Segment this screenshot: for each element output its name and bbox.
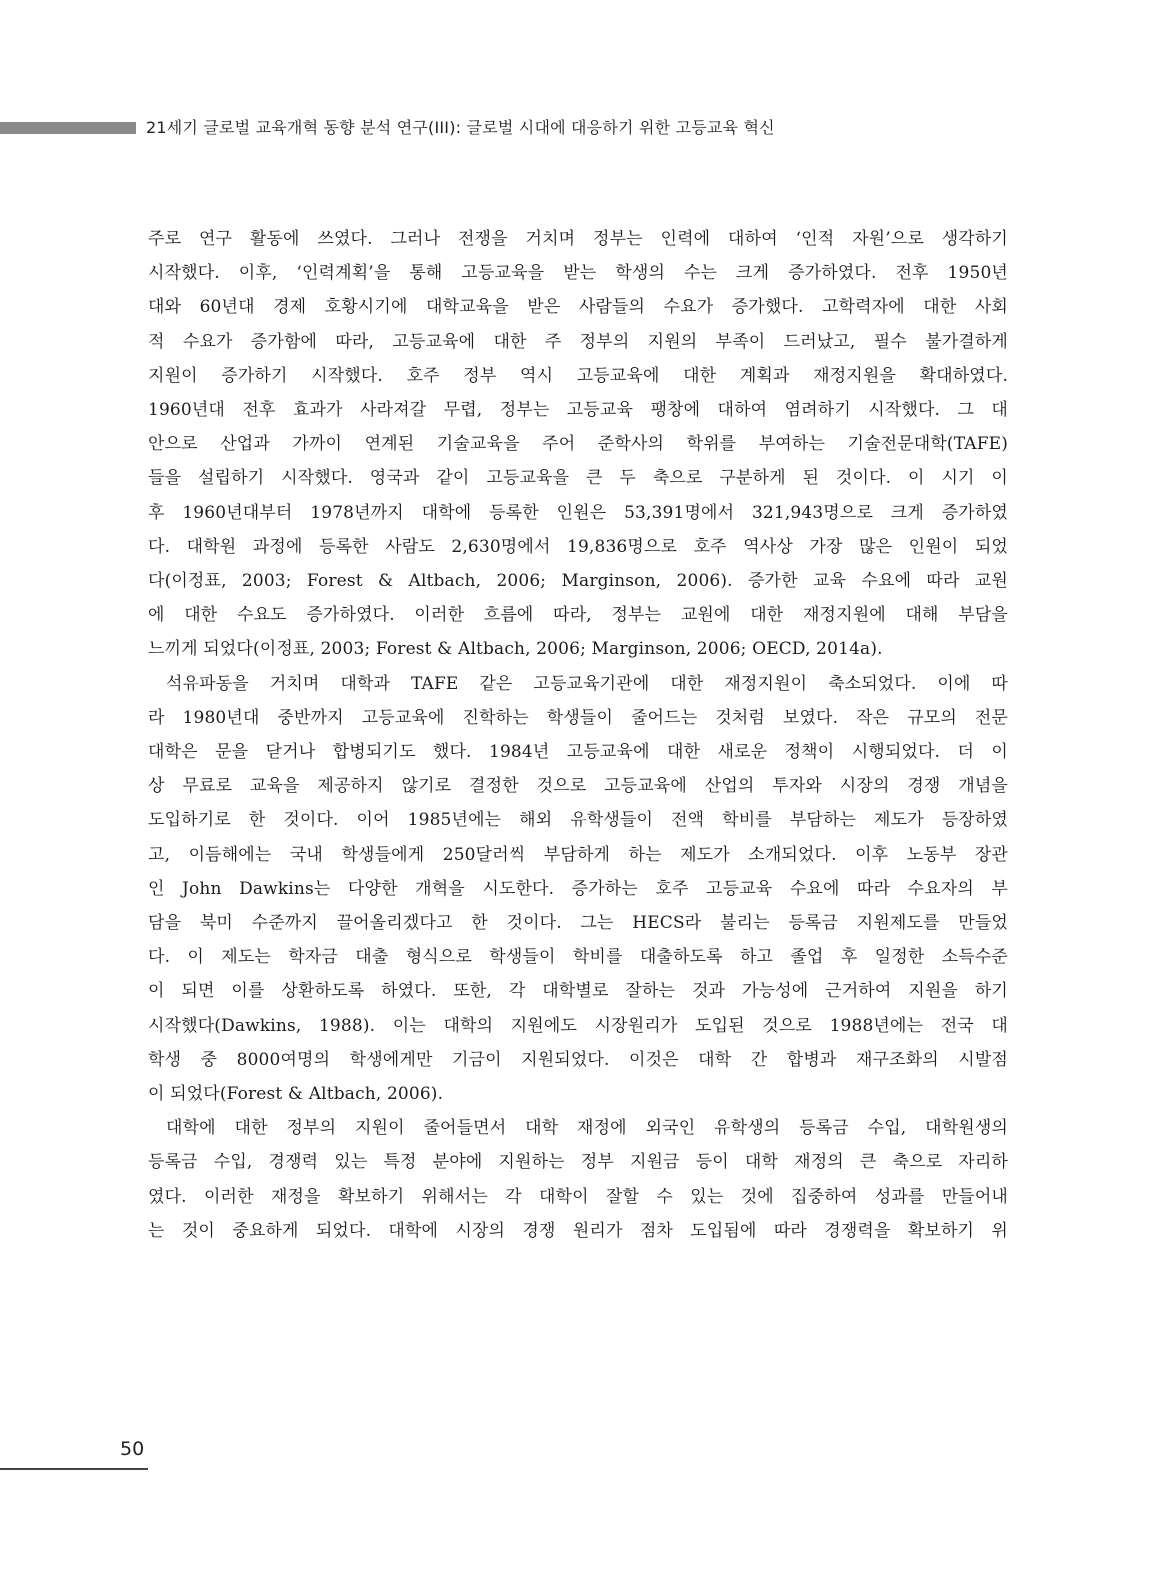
text-line: 시작했다. 이후, ‘인력계획’을 통해 고등교육을 받는 학생의 수는 크게 증가하였다. 전후 1950년 [148,263,1008,284]
text-line: 지원이 증가하기 시작했다. 호주 정부 역시 고등교육에 대한 계획과 재정지원을 확대하였다. [148,365,1008,386]
text-line: 다. 이 제도는 학자금 대출 형식으로 학생들이 학비를 대출하도록 하고 졸업 후 일정한 소득수준 [148,947,1008,968]
text-line: 다(이정표, 2003; Forest & Altbach, 2006; Marginson, 2006). 증가한 교육 수요에 따라 교원 [148,571,1008,592]
running-head-title: 21세기 글로벌 교육개혁 동향 분석 연구(III): 글로벌 시대에 대응하기 위한 고등교육 혁신 [146,118,775,137]
text-line: 1960년대 전후 효과가 사라져갈 무렵, 정부는 고등교육 팽창에 대하여 염려하기 시작했다. 그 대 [148,400,1008,421]
header-accent-bar [0,122,136,134]
text-line: 이 되면 이를 상환하도록 하였다. 또한, 각 대학별로 잘하는 것과 가능성에 근거하여 지원을 하기 [148,981,1008,1002]
text-line: 학생 중 8000여명의 학생에게만 기금이 지원되었다. 이것은 대학 간 합병과 재구조화의 시발점 [148,1049,1008,1070]
body-text [148,222,1008,1248]
paragraph-2 [148,667,1008,1112]
page-number: 50 [120,1438,145,1460]
text-line: 에 대한 수요도 증가하였다. 이러한 흐름에 따라, 정부는 교원에 대한 재정지원에 대해 부담을 [148,605,1008,626]
text-line: 도입하기로 한 것이다. 이어 1985년에는 해외 유학생들이 전액 학비를 부담하는 제도가 등장하였 [148,810,1008,831]
text-line: 상 무료로 교육을 제공하지 않기로 결정한 것으로 고등교육에 산업의 투자와 시장의 경쟁 개념을 [148,776,1008,797]
text-line: 들을 설립하기 시작했다. 영국과 같이 고등교육을 큰 두 축으로 구분하게 된 것이다. 이 시기 이 [148,468,1008,489]
text-line: 다. 대학원 과정에 등록한 사람도 2,630명에서 19,836명으로 호주 역사상 가장 많은 인원이 되었 [148,536,1009,557]
text-line: 고, 이듬해에는 국내 학생들에게 250달러씩 부담하게 하는 제도가 소개되었다. 이후 노동부 장관 [148,844,1008,865]
text-line: 는 것이 중요하게 되었다. 대학에 시장의 경쟁 원리가 점차 도입됨에 따라 경쟁력을 확보하기 위 [148,1220,1008,1241]
text-line: 느끼게 되었다(이정표, 2003; Forest & Altbach, 2006; Marginson, 2006; OECD, 2014a). [148,639,883,660]
text-line: 안으로 산업과 가까이 연계된 기술교육을 주어 준학사의 학위를 부여하는 기술전문대학(TAFE) [148,434,1008,455]
text-line: 시작했다(Dawkins, 1988). 이는 대학의 지원에도 시장원리가 도입된 것으로 1988년에는 전국 대 [148,1015,1008,1036]
text-line: 인 John Dawkins는 다양한 개혁을 시도한다. 증가하는 호주 고등교육 수요에 따라 수요자의 부 [148,878,1008,899]
text-line: 이 되었다(Forest & Altbach, 2006). [148,1084,444,1105]
text-line: 였다. 이러한 재정을 확보하기 위해서는 각 대학이 잘할 수 있는 것에 집중하여 성과를 만들어내 [148,1186,1008,1207]
text-line: 주로 연구 활동에 쓰였다. 그러나 전쟁을 거치며 정부는 인력에 대하여 ‘인적 자원’으로 생각하기 [148,229,1008,249]
text-line: 대학에 대한 정부의 지원이 줄어들면서 대학 재정에 외국인 유학생의 등록금 수입, 대학원생의 [166,1118,1008,1139]
text-line: 대학은 문을 닫거나 합병되기도 했다. 1984년 고등교육에 대한 새로운 정책이 시행되었다. 더 이 [148,742,1008,763]
paragraph-3 [148,1111,1008,1248]
paragraph-1 [148,222,1008,667]
text-line: 후 1960년대부터 1978년까지 대학에 등록한 인원은 53,391명에서 321,943명으로 크게 증가하였 [148,502,1008,523]
text-line: 석유파동을 거치며 대학과 TAFE 같은 고등교육기관에 대한 재정지원이 축소되었다. 이에 따 [166,673,1008,694]
text-line: 적 수요가 증가함에 따라, 고등교육에 대한 주 정부의 지원의 부족이 드러났고, 필수 불가결하게 [148,331,1008,352]
text-line: 라 1980년대 중반까지 고등교육에 진학하는 학생들이 줄어드는 것처럼 보였다. 작은 규모의 전문 [148,707,1008,728]
text-line: 등록금 수입, 경쟁력 있는 특정 분야에 지원하는 정부 지원금 등이 대학 재정의 큰 축으로 자리하 [148,1152,1008,1173]
text-line: 담을 북미 수준까지 끌어올리겠다고 한 것이다. 그는 HECS라 불리는 등록금 지원제도를 만들었 [148,913,1008,934]
text-line: 대와 60년대 경제 호황시기에 대학교육을 받은 사람들의 수요가 증가했다. 고학력자에 대한 사회 [148,297,1008,318]
footer-rule [0,1468,148,1470]
